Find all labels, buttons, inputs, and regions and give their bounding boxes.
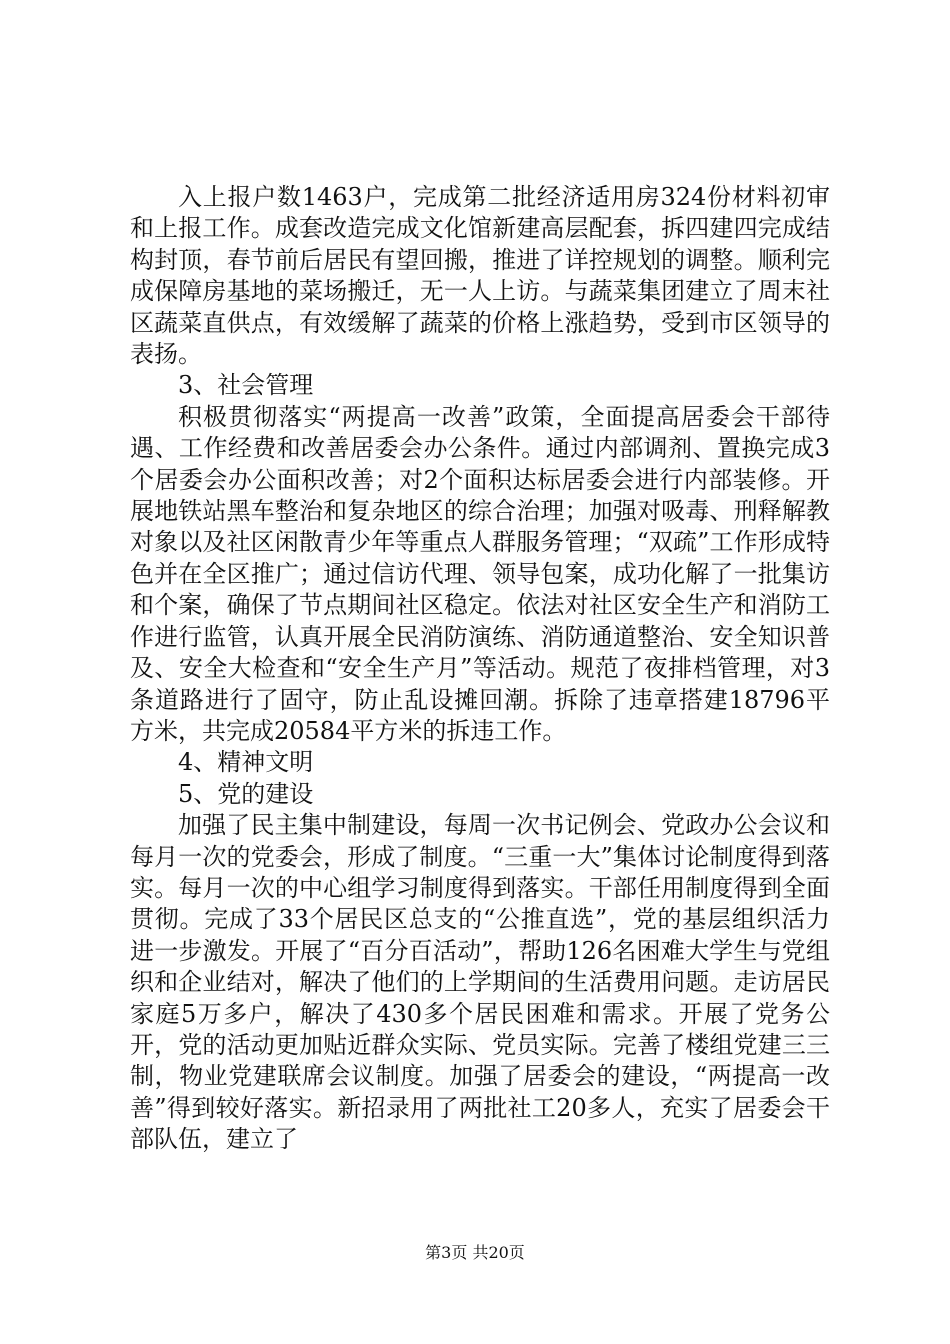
heading-spiritual-civilization: 4、精神文明 bbox=[178, 748, 314, 777]
heading-party-building: 5、党的建设 bbox=[178, 779, 314, 808]
document-body bbox=[130, 182, 830, 1156]
heading-social-management: 3、社会管理 bbox=[178, 371, 314, 400]
paragraph-housing-continuation: 入上报户数1463户，完成第二批经济适用房324份材料初审和上报工作。成套改造完成文化馆新建高层配套，拆四建四完成结构封顶，春节前后居民有望回搬，推进了详控规划的调整。顺利完成保障房基地的菜场搬迁，无一人上访。与蔬菜集团建立了周末社区蔬菜直供点，有效缓解了蔬菜的价格上涨趋势，受到市区领导的表扬。 bbox=[130, 183, 830, 369]
paragraph-social-management: 积极贯彻落实“两提高一改善”政策，全面提高居委会干部待遇、工作经费和改善居委会办公条件。通过内部调剂、置换完成3个居委会办公面积改善；对2个面积达标居委会进行内部装修。开展地铁站黑车整治和复杂地区的综合治理；加强对吸毒、刑释解教对象以及社区闲散青少年等重点人群服务管理；“双疏”工作形成特色并在全区推广；通过信访代理、领导包案，成功化解了一批集访和个案，确保了节点期间社区稳定。依法对社区安全生产和消防工作进行监管，认真开展全民消防演练、消防通道整治、安全知识普及、安全大检查和“安全生产月”等活动。规范了夜排档管理，对3条道路进行了固守，防止乱设摊回潮。拆除了违章搭建18796平方米，共完成20584平方米的拆违工作。 bbox=[130, 402, 830, 745]
paragraph-party-building: 加强了民主集中制建设，每周一次书记例会、党政办公会议和每月一次的党委会，形成了制度。“三重一大”集体讨论制度得到落实。每月一次的中心组学习制度得到落实。干部任用制度得到全面贯彻。完成了33个居民区总支的“公推直选”，党的基层组织活力进一步激发。开展了“百分百活动”，帮助126名困难大学生与党组织和企业结对，解决了他们的上学期间的生活费用问题。走访居民家庭5万多户，解决了430多个居民困难和需求。开展了党务公开，党的活动更加贴近群众实际、党员实际。完善了楼组党建三三制，物业党建联席会议制度。加强了居委会的建设，“两提高一改善”得到较好落实。新招录用了两批社工20多人，充实了居委会干部队伍，建立了 bbox=[130, 811, 830, 1154]
page-number-footer: 第3页 共20页 bbox=[425, 1243, 525, 1262]
